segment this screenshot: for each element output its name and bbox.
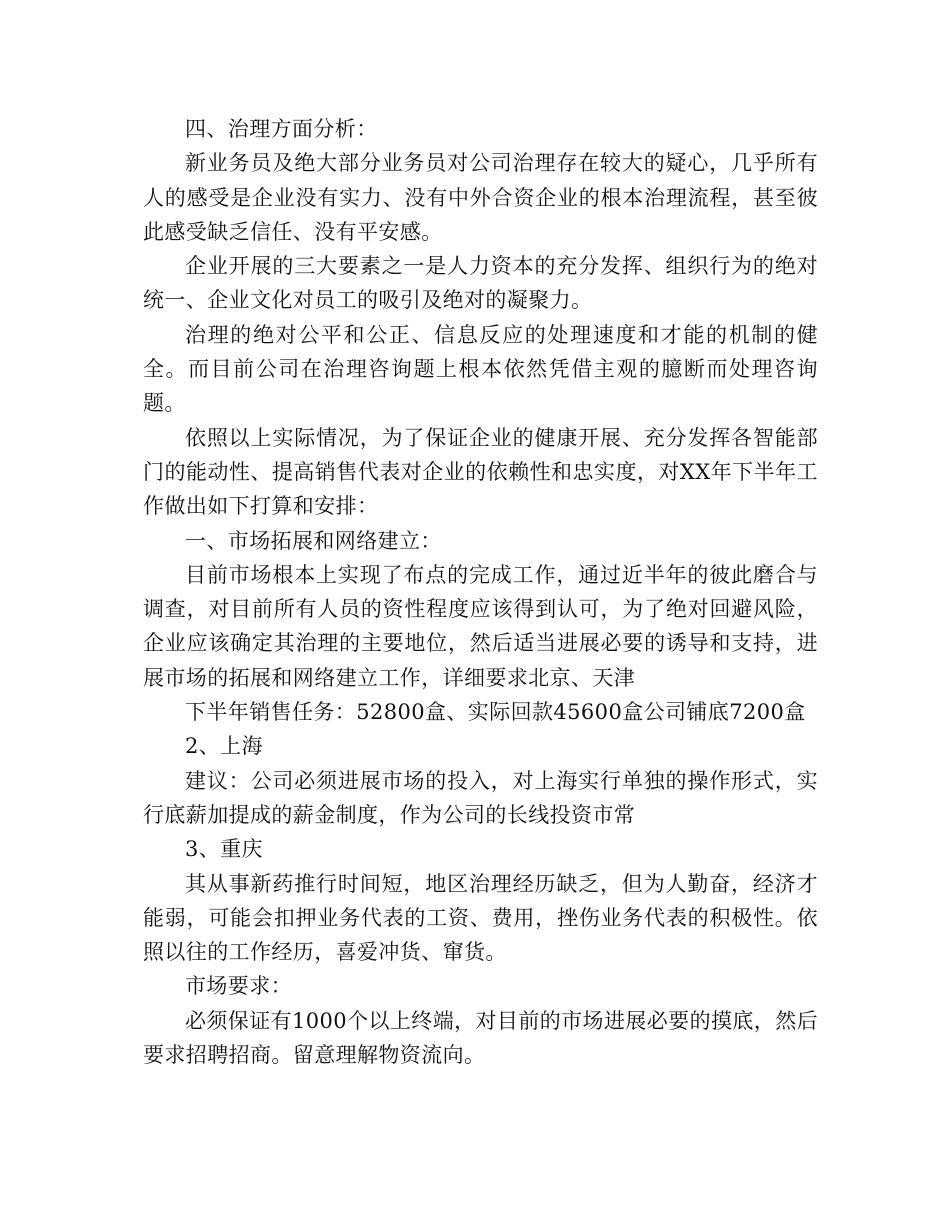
subheading-chongqing: 3、重庆 <box>185 837 263 862</box>
subheading-market-requirements: 市场要求： <box>185 974 292 999</box>
paragraph: 依照以上实际情况，为了保证企业的健康开展、充分发挥各智能部门的能动性、提高销售代表对企业的依赖性和忠实度，对XX年下半年工作做出如下打算和安排： <box>143 425 818 519</box>
paragraph: 目前市场根本上实现了布点的完成工作，通过近半年的彼此磨合与调查，对目前所有人员的资性程度应该得到认可，为了绝对回避风险，企业应该确定其治理的主要地位，然后适当进展必要的诱导和支持，进展市场的拓展和网络建立工作，详细要求北京、天津 <box>143 562 818 690</box>
subheading-shanghai: 2、上海 <box>185 734 263 759</box>
paragraph: 企业开展的三大要素之一是人力资本的充分发挥、组织行为的绝对统一、企业文化对员工的吸引及绝对的凝聚力。 <box>143 254 818 313</box>
paragraph: 新业务员及绝大部分业务员对公司治理存在较大的疑心，几乎所有人的感受是企业没有实力、没有中外合资企业的根本治理流程，甚至彼此感受缺乏信任、没有平安感。 <box>143 151 818 244</box>
document-body <box>143 112 818 1072</box>
section-heading-governance: 四、治理方面分析： <box>185 117 378 141</box>
section-heading-market: 一、市场拓展和网络建立： <box>185 528 442 553</box>
paragraph: 其从事新药推行时间短，地区治理经历缺乏，但为人勤奋，经济才能弱，可能会扣押业务代表的工资、费用，挫伤业务代表的积极性。依照以往的工作经历，喜爱冲货、窜货。 <box>143 871 818 965</box>
paragraph: 建议：公司必须进展市场的投入，对上海实行单独的操作形式，实行底薪加提成的薪金制度，作为公司的长线投资市常 <box>143 768 818 827</box>
paragraph-sales-target: 下半年销售任务：52800盒、实际回款45600盒公司铺底7200盒 <box>185 700 806 725</box>
paragraph: 治理的绝对公平和公正、信息反应的处理速度和才能的机制的健全。而目前公司在治理咨询题上根本依然凭借主观的臆断而处理咨询题。 <box>143 322 818 416</box>
paragraph: 必须保证有1000个以上终端，对目前的市场进展必要的摸底，然后要求招聘招商。留意理解物资流向。 <box>143 1008 818 1068</box>
